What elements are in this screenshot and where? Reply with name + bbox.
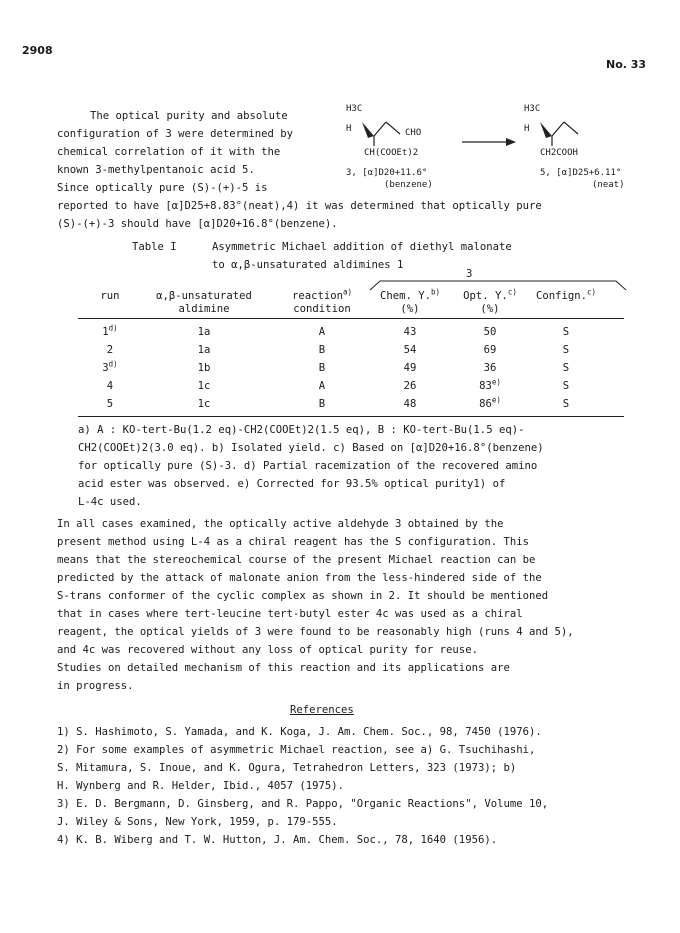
cell-opt-yield: 69 <box>483 344 497 356</box>
footnote-line: for optically pure (S)-3. d) Partial racemization of the recovered amino <box>78 460 538 472</box>
header-chem-yield: Chem. Y.$^{b)}$ <box>379 287 441 302</box>
cell-opt-yield: 83$^{e)}$ <box>479 377 501 392</box>
left-solvent: (benzene) <box>384 180 433 190</box>
header-chem-yield: (%) <box>400 303 420 315</box>
left-hydrogen: H <box>346 124 352 134</box>
reference-line: H. Wynberg and R. Helder, Ibid., 4057 (1975). <box>57 780 345 792</box>
header-configuration: Confign.$^{c)}$ <box>535 287 597 302</box>
cell-opt-yield: 50 <box>483 326 497 338</box>
reference-line: 4) K. B. Wiberg and T. W. Hutton, J. Am. Chem. Soc., 78, 1640 (1956). <box>57 834 498 846</box>
header-opt-yield: (%) <box>480 303 500 315</box>
reference-line: S. Mitamura, S. Inoue, and K. Ogura, Tetrahedron Letters, 323 (1973); b) <box>57 762 517 774</box>
cell-aldimine: 1c <box>197 380 211 392</box>
cell-configuration: S <box>562 398 570 410</box>
left-aldehyde-group: CHO <box>405 128 422 138</box>
reference-line: J. Wiley & Sons, New York, 1959, p. 179-555. <box>57 816 338 828</box>
header-run: run <box>100 290 120 302</box>
body-line: and 4c was recovered without any loss of optical purity for reuse. <box>57 644 478 656</box>
table-caption: Asymmetric Michael addition of diethyl malonate <box>212 241 512 253</box>
intro-line: known 3-methylpentanoic acid 5. <box>57 164 255 176</box>
table-caption-label: Table I <box>132 241 177 253</box>
header-condition: condition <box>293 303 351 315</box>
cell-configuration: S <box>562 344 570 356</box>
body-line: means that the stereochemical course of the present Michael reaction can be <box>57 554 536 566</box>
intro-line: Since optically pure (S)-(+)-5 is <box>57 182 268 194</box>
left-rotation-label: 3, [α]D20+11.6° <box>346 168 428 178</box>
cell-configuration: S <box>562 380 570 392</box>
body-line: In all cases examined, the optically active aldehyde 3 obtained by the <box>57 518 504 530</box>
body-line: S-trans conformer of the cyclic complex as shown in 2. It should be mentioned <box>57 590 549 602</box>
cell-condition: B <box>318 362 326 374</box>
footnote-line: CH2(COOEt)2(3.0 eq). b) Isolated yield. c) Based on [α]D20+16.8°(benzene) <box>78 442 544 454</box>
cell-condition: B <box>318 344 326 356</box>
page-number: 2908 <box>22 44 53 57</box>
body-line: reagent, the optical yields of 3 were found to be reasonably high (runs 4 and 5), <box>57 626 574 638</box>
right-solvent: (neat) <box>592 180 625 190</box>
table-bottom-rule <box>78 416 624 417</box>
intro-line: (S)-(+)-3 should have [α]D20+16.8°(benzene). <box>57 218 338 230</box>
cell-condition: A <box>318 380 326 392</box>
intro-line: The optical purity and absolute <box>90 110 288 122</box>
footnote-line: acid ester was observed. e) Corrected for 93.5% optical purity1) of <box>78 478 506 490</box>
cell-opt-yield: 36 <box>483 362 497 374</box>
reference-line: 2) For some examples of asymmetric Michael reaction, see a) G. Tsuchihashi, <box>57 744 536 756</box>
reference-line: 3) E. D. Bergmann, D. Ginsberg, and R. Pappo, "Organic Reactions", Volume 10, <box>57 798 549 810</box>
body-line: predicted by the attack of malonate anion from the less-hindered side of the <box>57 572 542 584</box>
header-aldimine: aldimine <box>178 303 230 315</box>
cell-chem-yield: 26 <box>403 380 417 392</box>
right-acid-group: CH2COOH <box>540 148 578 158</box>
cell-opt-yield: 86$^{e)}$ <box>479 395 501 410</box>
body-line: in progress. <box>57 680 134 692</box>
cell-chem-yield: 49 <box>403 362 417 374</box>
cell-run: 3$^{d)}$ <box>102 359 118 374</box>
header-rule <box>78 318 624 319</box>
cell-aldimine: 1b <box>197 362 211 374</box>
body-line: Studies on detailed mechanism of this reaction and its applications are <box>57 662 510 674</box>
cell-run: 4 <box>106 380 114 392</box>
right-rotation-label: 5, [α]D25+6.11° <box>540 168 622 178</box>
table-caption: to α,β-unsaturated aldimines 1 <box>212 259 404 271</box>
cell-chem-yield: 43 <box>403 326 417 338</box>
intro-line: chemical correlation of it with the <box>57 146 281 158</box>
body-line: that in cases where tert-leucine tert-butyl ester 4c was used as a chiral <box>57 608 523 620</box>
cell-run: 2 <box>106 344 114 356</box>
left-malonate-group: CH(COOEt)2 <box>364 148 419 158</box>
cell-configuration: S <box>562 326 570 338</box>
header-aldimine: α,β-unsaturated <box>156 290 252 302</box>
cell-condition: A <box>318 326 326 338</box>
table-group-marker: 3 <box>466 268 473 280</box>
cell-aldimine: 1a <box>197 326 211 338</box>
body-line: present method using L-4 as a chiral reagent has the S configuration. This <box>57 536 529 548</box>
cell-aldimine: 1a <box>197 344 211 356</box>
footnote-line: a) A : KO-tert-Bu(1.2 eq)-CH2(COOEt)2(1.5 eq), B : KO-tert-Bu(1.5 eq)- <box>78 424 525 436</box>
intro-line: configuration of 3 were determined by <box>57 128 293 140</box>
header-condition: reaction$^{a)}$ <box>291 287 353 302</box>
cell-run: 5 <box>106 398 114 410</box>
footnote-line: L-4c used. <box>78 496 142 508</box>
issue-number: No. 33 <box>606 58 647 71</box>
header-opt-yield: Opt. Y.$^{c)}$ <box>463 287 517 302</box>
reference-line: 1) S. Hashimoto, S. Yamada, and K. Koga, J. Am. Chem. Soc., 98, 7450 (1976). <box>57 726 542 738</box>
left-methyl-group: H3C <box>346 104 363 114</box>
intro-line: reported to have [α]D25+8.83°(neat),4) it was determined that optically pure <box>57 200 542 212</box>
cell-chem-yield: 48 <box>403 398 417 410</box>
right-hydrogen: H <box>524 124 530 134</box>
cell-condition: B <box>318 398 326 410</box>
cell-configuration: S <box>562 362 570 374</box>
cell-aldimine: 1c <box>197 398 211 410</box>
cell-chem-yield: 54 <box>403 344 417 356</box>
cell-run: 1$^{d)}$ <box>102 323 118 338</box>
right-methyl-group: H3C <box>524 104 541 114</box>
references-heading: References <box>290 704 354 716</box>
